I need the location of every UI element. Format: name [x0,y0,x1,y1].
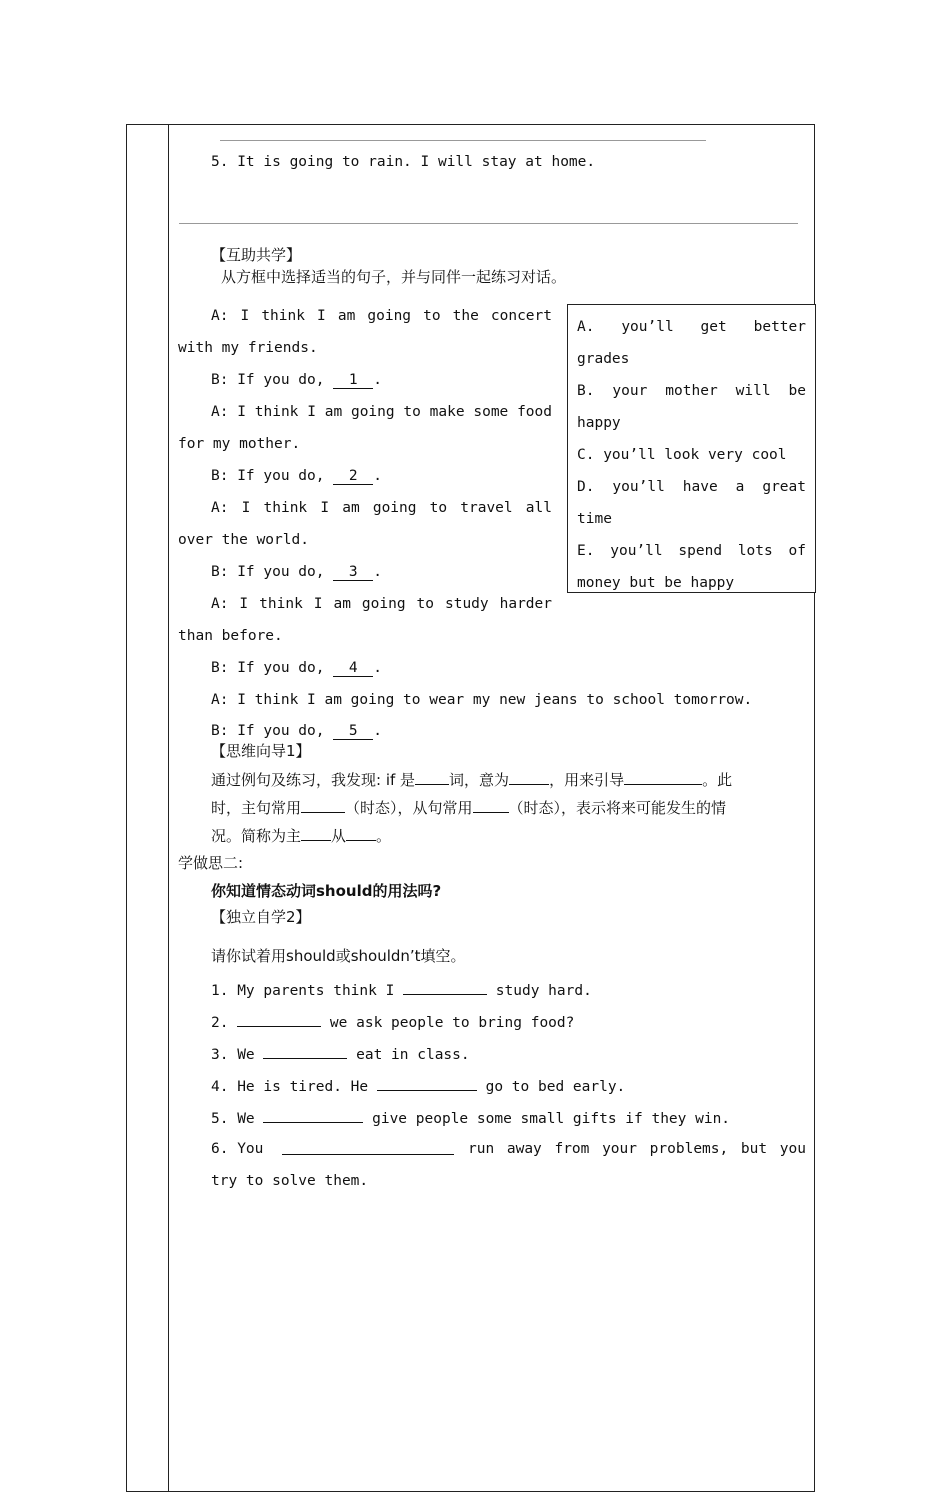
blank-field[interactable] [624,770,702,785]
sentence-5: 5. It is going to rain. I will stay at home. [211,154,596,170]
dialogue-a-line: A: I think I am going to study harder [211,596,552,612]
answer-rule-2 [179,223,798,224]
section-title-learn2: 学做思二: [178,854,244,872]
answer-blank-5[interactable]: 5 [333,723,373,740]
fill-blank[interactable] [263,1044,347,1059]
learn2-instruction: 请你试着用should或shouldn’t填空。 [211,947,466,965]
fill-blank[interactable] [377,1076,477,1091]
blank-field[interactable] [301,798,345,813]
option-a-cont: grades [577,351,630,367]
dialogue-b-line: B: If you do, 1 . [211,372,382,388]
dialogue-b-line: B: If you do, 3 . [211,564,382,580]
option-b: B. your mother will be [577,383,806,399]
dialogue-b-line: B: If you do, 5 . [211,723,382,739]
blank-field[interactable] [415,770,449,785]
answer-blank-3[interactable]: 3 [333,564,373,581]
section-heading-cooperate: 【互助共学】 [211,246,302,264]
cooperate-instruction: 从方框中选择适当的句子，并与同伴一起练习对话。 [221,268,567,286]
exercise-item: 4. He is tired. He go to bed early. [211,1076,625,1096]
dialogue-a-cont: for my mother. [178,436,301,452]
fill-blank[interactable] [237,1012,321,1027]
blank-field[interactable] [301,826,331,841]
dialogue-a-cont: with my friends. [178,340,318,356]
guide-line-3: 况。简称为主 从 。 [211,827,392,845]
exercise-item-6-cont: try to solve them. [211,1173,369,1189]
dialogue-b-line: B: If you do, 4 . [211,660,382,676]
section-heading-guide: 【思维向导1】 [211,742,311,760]
dialogue-a-line: A: I think I am going to wear my new jeans to school tomorrow. [211,692,753,708]
option-a: A. you’ll get better [577,319,806,335]
answer-blank-1[interactable]: 1 [333,372,373,389]
exercise-item: 3. We eat in class. [211,1044,470,1064]
guide-line-2: 时，主句常用 （时态），从句常用 （时态），表示将来可能发生的情 [211,799,727,817]
exercise-item-6-end: run away from your problems, but you [468,1141,806,1157]
column-divider [168,124,169,1492]
dialogue-a-cont: than before. [178,628,283,644]
dialogue-a-cont: over the world. [178,532,309,548]
option-e: E. you’ll spend lots of [577,543,806,559]
fill-blank[interactable] [282,1140,454,1155]
dialogue-b-line: B: If you do, 2 . [211,468,382,484]
answer-blank-4[interactable]: 4 [333,660,373,677]
blank-field[interactable] [473,798,509,813]
option-d-cont: time [577,511,612,527]
exercise-item: 5. We give people some small gifts if they win. [211,1108,730,1128]
exercise-item: 2. we ask people to bring food? [211,1012,574,1032]
answer-blank-2[interactable]: 2 [333,468,373,485]
option-d: D. you’ll have a great [577,479,806,495]
dialogue-a-line: A: I think I am going to make some food [211,404,552,420]
blank-field[interactable] [346,826,376,841]
option-b-cont: happy [577,415,621,431]
guide-line-1: 通过例句及练习，我发现: if 是 词，意为 ，用来引导 。此 [211,771,733,789]
fill-blank[interactable] [263,1108,363,1123]
exercise-item-6-start: 6. You [211,1141,264,1157]
section-heading-learn2: 【独立自学2】 [211,908,311,926]
option-c: C. you’ll look very cool [577,447,787,463]
dialogue-a-line: A: I think I am going to travel all [211,500,552,516]
answer-rule-1 [220,140,706,141]
dialogue-a-line: A: I think I am going to the concert [211,308,552,324]
fill-blank[interactable] [403,980,487,995]
blank-field[interactable] [509,770,549,785]
learn2-question: 你知道情态动词should的用法吗? [211,882,442,900]
exercise-item: 1. My parents think I study hard. [211,980,592,1000]
option-e-cont: money but be happy [577,575,735,591]
options-box [567,304,816,593]
